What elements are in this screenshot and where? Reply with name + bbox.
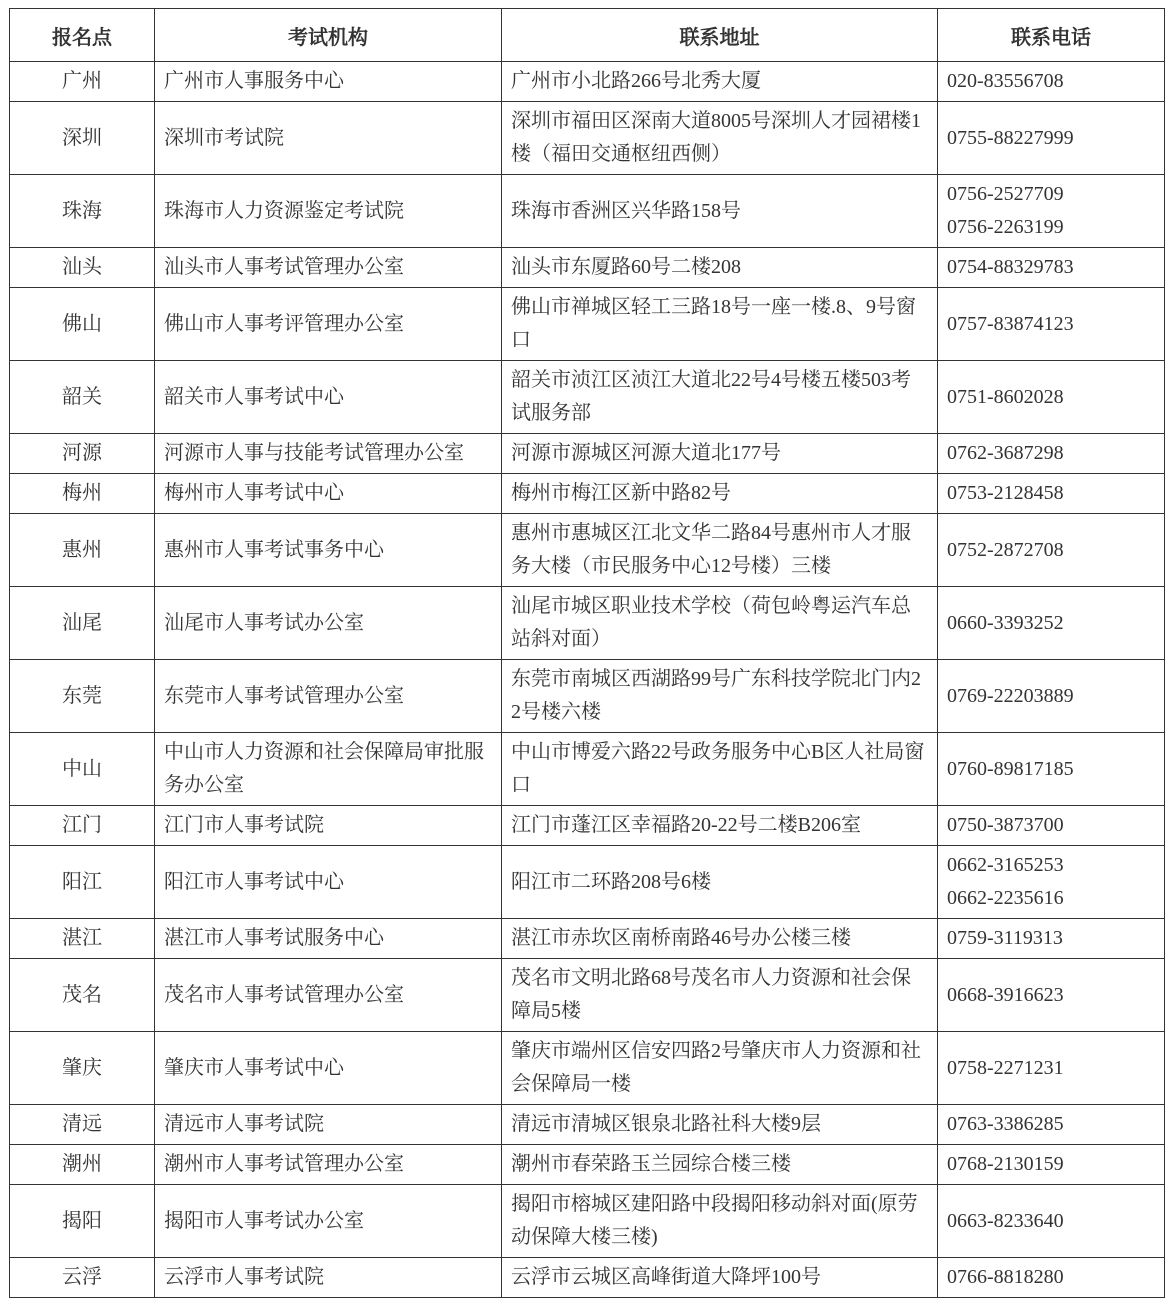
table-row <box>10 660 1165 733</box>
table-row <box>10 1258 1165 1298</box>
phone-number: 0662-3165253 <box>947 854 1064 876</box>
registration-point-cell: 河源 <box>10 434 155 474</box>
address-cell: 江门市蓬江区幸福路20-22号二楼B206室 <box>502 806 938 846</box>
institution-cell: 佛山市人事考评管理办公室 <box>155 288 502 361</box>
address-cell: 珠海市香洲区兴华路158号 <box>502 175 938 248</box>
phone-cell <box>938 248 1165 288</box>
phone-number: 0752-2872708 <box>947 538 1064 561</box>
registration-point-cell: 惠州 <box>10 514 155 587</box>
address-cell: 河源市源城区河源大道北177号 <box>502 434 938 474</box>
address-cell: 汕头市东厦路60号二楼208 <box>502 248 938 288</box>
registration-point-cell: 东莞 <box>10 660 155 733</box>
table-row <box>10 733 1165 806</box>
phone-number: 0662-2235616 <box>947 887 1064 909</box>
phone-cell <box>938 102 1165 175</box>
phone-number: 0759-3119313 <box>947 927 1063 949</box>
institution-cell: 肇庆市人事考试中心 <box>155 1032 502 1105</box>
institution-cell: 深圳市考试院 <box>155 102 502 175</box>
institution-cell: 河源市人事与技能考试管理办公室 <box>155 434 502 474</box>
phone-number: 0753-2128458 <box>947 482 1064 504</box>
institution-cell: 茂名市人事考试管理办公室 <box>155 959 502 1032</box>
address-cell: 梅州市梅江区新中路82号 <box>502 474 938 514</box>
phone-number: 0757-83874123 <box>947 312 1074 335</box>
address-cell: 茂名市文明北路68号茂名市人力资源和社会保障局5楼 <box>502 959 938 1032</box>
table-row <box>10 587 1165 660</box>
phone-number: 0756-2527709 <box>947 183 1064 205</box>
address-cell: 惠州市惠城区江北文华二路84号惠州市人才服务大楼（市民服务中心12号楼）三楼 <box>502 514 938 587</box>
phone-number: 0750-3873700 <box>947 814 1064 836</box>
institution-cell: 揭阳市人事考试办公室 <box>155 1185 502 1258</box>
institution-cell: 湛江市人事考试服务中心 <box>155 919 502 959</box>
institution-cell: 汕头市人事考试管理办公室 <box>155 248 502 288</box>
table-body <box>10 62 1165 1298</box>
registration-point-cell: 茂名 <box>10 959 155 1032</box>
phone-cell <box>938 919 1165 959</box>
table-row <box>10 175 1165 248</box>
address-cell: 清远市清城区银泉北路社科大楼9层 <box>502 1105 938 1145</box>
table-row <box>10 248 1165 288</box>
address-cell: 潮州市春荣路玉兰园综合楼三楼 <box>502 1145 938 1185</box>
registration-point-cell: 珠海 <box>10 175 155 248</box>
institution-cell: 中山市人力资源和社会保障局审批服务办公室 <box>155 733 502 806</box>
table-row <box>10 1032 1165 1105</box>
phone-cell <box>938 175 1165 248</box>
address-cell: 云浮市云城区高峰街道大降坪100号 <box>502 1258 938 1298</box>
phone-number: 020-83556708 <box>947 70 1064 92</box>
registration-point-cell: 江门 <box>10 806 155 846</box>
header-row <box>10 9 1165 62</box>
phone-cell <box>938 361 1165 434</box>
phone-cell <box>938 1105 1165 1145</box>
institution-cell: 珠海市人力资源鉴定考试院 <box>155 175 502 248</box>
table-row <box>10 1185 1165 1258</box>
institution-cell: 广州市人事服务中心 <box>155 62 502 102</box>
phone-cell <box>938 587 1165 660</box>
institution-cell: 东莞市人事考试管理办公室 <box>155 660 502 733</box>
phone-number: 0663-8233640 <box>947 1209 1064 1232</box>
address-cell: 湛江市赤坎区南桥南路46号办公楼三楼 <box>502 919 938 959</box>
address-cell: 肇庆市端州区信安四路2号肇庆市人力资源和社会保障局一楼 <box>502 1032 938 1105</box>
address-cell: 揭阳市榕城区建阳路中段揭阳移动斜对面(原劳动保障大楼三楼) <box>502 1185 938 1258</box>
phone-cell <box>938 1258 1165 1298</box>
address-cell: 广州市小北路266号北秀大厦 <box>502 62 938 102</box>
institution-cell: 潮州市人事考试管理办公室 <box>155 1145 502 1185</box>
registration-point-cell: 清远 <box>10 1105 155 1145</box>
institution-cell: 韶关市人事考试中心 <box>155 361 502 434</box>
phone-cell <box>938 959 1165 1032</box>
registration-point-cell: 汕头 <box>10 248 155 288</box>
address-cell: 中山市博爱六路22号政务服务中心B区人社局窗口 <box>502 733 938 806</box>
registration-point-cell: 潮州 <box>10 1145 155 1185</box>
phone-number: 0756-2263199 <box>947 216 1064 238</box>
phone-number: 0751-8602028 <box>947 385 1064 408</box>
phone-cell <box>938 1185 1165 1258</box>
table-row <box>10 846 1165 919</box>
header-exam-institution: 考试机构 <box>155 9 502 62</box>
registration-point-cell: 中山 <box>10 733 155 806</box>
table-row <box>10 1145 1165 1185</box>
phone-cell <box>938 474 1165 514</box>
table-row <box>10 806 1165 846</box>
phone-cell <box>938 62 1165 102</box>
phone-number: 0768-2130159 <box>947 1153 1064 1175</box>
table-row <box>10 959 1165 1032</box>
table-row <box>10 919 1165 959</box>
phone-cell <box>938 846 1165 919</box>
registration-point-cell: 韶关 <box>10 361 155 434</box>
phone-number: 0760-89817185 <box>947 757 1074 780</box>
phone-cell <box>938 660 1165 733</box>
registration-point-cell: 云浮 <box>10 1258 155 1298</box>
phone-cell <box>938 288 1165 361</box>
phone-cell <box>938 733 1165 806</box>
phone-number: 0754-88329783 <box>947 256 1074 278</box>
phone-cell <box>938 806 1165 846</box>
institution-cell: 云浮市人事考试院 <box>155 1258 502 1298</box>
registration-point-cell: 肇庆 <box>10 1032 155 1105</box>
table-row <box>10 514 1165 587</box>
institution-cell: 惠州市人事考试事务中心 <box>155 514 502 587</box>
header-contact-phone: 联系电话 <box>938 9 1165 62</box>
registration-point-cell: 梅州 <box>10 474 155 514</box>
phone-number: 0668-3916623 <box>947 983 1064 1006</box>
phone-cell <box>938 1145 1165 1185</box>
phone-cell <box>938 434 1165 474</box>
phone-cell <box>938 1032 1165 1105</box>
institution-cell: 梅州市人事考试中心 <box>155 474 502 514</box>
table-row <box>10 288 1165 361</box>
header-contact-address: 联系地址 <box>502 9 938 62</box>
phone-number: 0769-22203889 <box>947 684 1074 707</box>
address-cell: 深圳市福田区深南大道8005号深圳人才园裙楼1楼（福田交通枢纽西侧） <box>502 102 938 175</box>
contact-table <box>9 8 1165 1298</box>
address-cell: 韶关市浈江区浈江大道北22号4号楼五楼503考试服务部 <box>502 361 938 434</box>
table-row <box>10 474 1165 514</box>
address-cell: 佛山市禅城区轻工三路18号一座一楼.8、9号窗口 <box>502 288 938 361</box>
phone-number: 0660-3393252 <box>947 611 1064 634</box>
phone-cell <box>938 514 1165 587</box>
address-cell: 阳江市二环路208号6楼 <box>502 846 938 919</box>
phone-number: 0766-8818280 <box>947 1266 1064 1288</box>
registration-point-cell: 深圳 <box>10 102 155 175</box>
institution-cell: 汕尾市人事考试办公室 <box>155 587 502 660</box>
address-cell: 汕尾市城区职业技术学校（荷包岭粤运汽车总站斜对面） <box>502 587 938 660</box>
registration-point-cell: 汕尾 <box>10 587 155 660</box>
table-row <box>10 102 1165 175</box>
registration-point-cell: 湛江 <box>10 919 155 959</box>
table-row <box>10 361 1165 434</box>
address-cell: 东莞市南城区西湖路99号广东科技学院北门内22号楼六楼 <box>502 660 938 733</box>
table-row <box>10 434 1165 474</box>
institution-cell: 清远市人事考试院 <box>155 1105 502 1145</box>
phone-number: 0762-3687298 <box>947 442 1064 464</box>
registration-point-cell: 阳江 <box>10 846 155 919</box>
phone-number: 0758-2271231 <box>947 1056 1064 1079</box>
table-row <box>10 62 1165 102</box>
institution-cell: 江门市人事考试院 <box>155 806 502 846</box>
registration-point-cell: 佛山 <box>10 288 155 361</box>
table-header <box>10 9 1165 62</box>
phone-number: 0755-88227999 <box>947 126 1074 149</box>
registration-point-cell: 揭阳 <box>10 1185 155 1258</box>
institution-cell: 阳江市人事考试中心 <box>155 846 502 919</box>
table-row <box>10 1105 1165 1145</box>
header-registration-point: 报名点 <box>10 9 155 62</box>
phone-number: 0763-3386285 <box>947 1113 1064 1135</box>
registration-point-cell: 广州 <box>10 62 155 102</box>
